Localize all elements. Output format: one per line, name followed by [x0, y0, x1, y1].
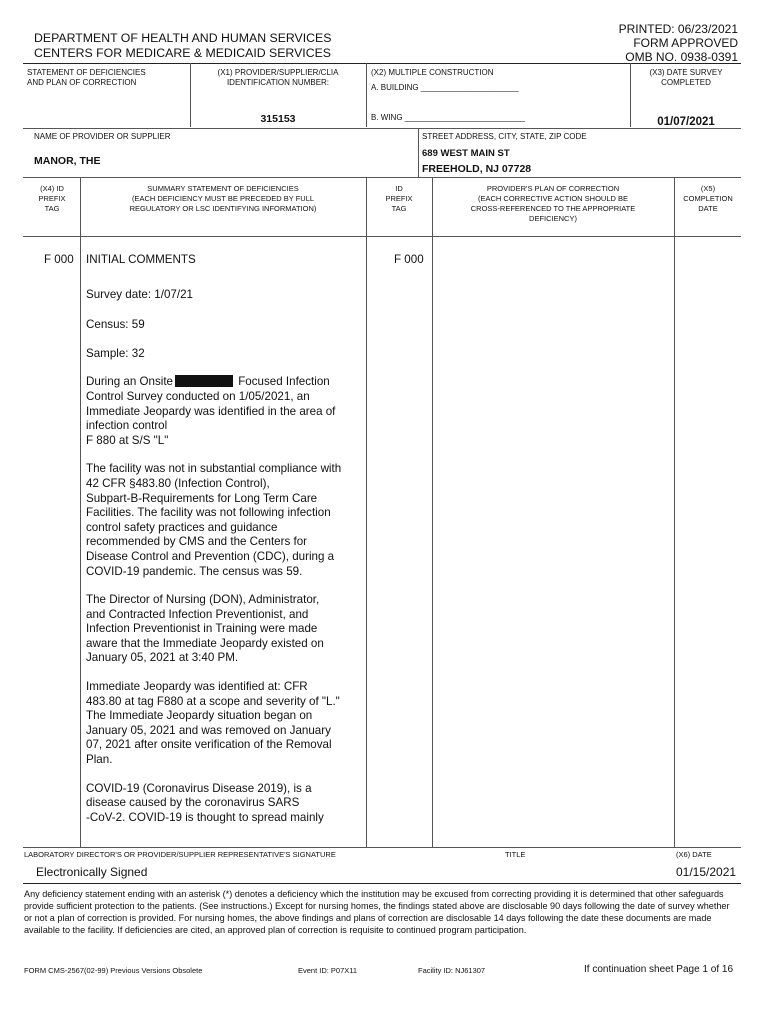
survey-completed-date: 01/07/2021	[657, 116, 715, 128]
building-field: A. BUILDING ______________________	[371, 83, 519, 92]
agency-title: CENTERS FOR MEDICARE & MEDICAID SERVICES	[34, 46, 331, 60]
address-label: STREET ADDRESS, CITY, STATE, ZIP CODE	[422, 132, 587, 141]
notification-paragraph: The Director of Nursing (DON), Administrator, and Contracted Infection Preventionist, and Infection Preventionist in Training were made aware that the Immediate Jeopardy existed on January 05, 2021 at 3:40 PM.	[86, 593, 324, 665]
disclaimer-text: Any deficiency statement ending with an asterisk (*) denotes a deficiency which the institution may be excused from correcting providing it is determined that other safeguards provide sufficient protection to the patients. (See instructions.) Except for nursing homes, the findings stated above are disclosable 90 days following the date of survey whether or not a plan of correction is provided. For nursing homes, the above findings and plans of correction are disclosable 14 days following the date these documents are made available to the facility. If deficiencies are cited, an approved plan of correction is requisite to continued program participation.	[24, 889, 730, 935]
provider-id-number: 315153	[260, 113, 296, 125]
summary-column-header: SUMMARY STATEMENT OF DEFICIENCIES (EACH DEFICIENCY MUST BE PRECEDED BY FULL REGULATORY OR LSC IDENTIFYING INFORMATION)	[129, 184, 317, 213]
signature-date: 01/15/2021	[676, 865, 737, 879]
form-approved: FORM APPROVED	[633, 36, 738, 50]
summary-body	[86, 253, 366, 839]
onsite-text-start: During an Onsite	[86, 375, 173, 389]
covid-paragraph: COVID-19 (Coronavirus Disease 2019), is a disease caused by the coronavirus SARS -CoV-2. COVID-19 is thought to spread mainly	[86, 781, 324, 824]
id-column-header: ID PREFIX TAG	[385, 184, 413, 213]
event-id: Event ID: P07X11	[298, 966, 358, 975]
x2-label: (X2) MULTIPLE CONSTRUCTION	[371, 68, 494, 77]
title-label: TITLE	[505, 850, 526, 859]
x5-column-header: (X5) COMPLETION DATE	[683, 184, 733, 213]
provider-name-label: NAME OF PROVIDER OR SUPPLIER	[34, 132, 171, 141]
plan-column-header: PROVIDER'S PLAN OF CORRECTION (EACH CORRECTIVE ACTION SHOULD BE CROSS-REFERENCED TO THE APPROPRIATE DEFICIENCY)	[470, 184, 636, 223]
right-prefix-tag: F 000	[394, 253, 424, 266]
x4-column-header: (X4) ID PREFIX TAG	[38, 184, 66, 213]
onsite-text-rest: Focused Infection Control Survey conducted on 1/05/2021, an Immediate Jeopardy was identified in the area of infection control F 880 at S/S "L"	[86, 375, 336, 447]
sample-text: Sample: 32	[86, 346, 145, 360]
redaction-block	[175, 375, 233, 387]
street-address: 689 WEST MAIN ST	[422, 148, 510, 159]
onsite-paragraph	[86, 375, 366, 448]
department-title: DEPARTMENT OF HEALTH AND HUMAN SERVICES	[34, 31, 332, 45]
page-indicator: If continuation sheet Page 1 of 16	[584, 964, 733, 975]
signature-label: LABORATORY DIRECTOR'S OR PROVIDER/SUPPLIER REPRESENTATIVE'S SIGNATURE	[24, 850, 336, 859]
provider-name: MANOR, THE	[34, 155, 101, 167]
omb-number: OMB NO. 0938-0391	[625, 50, 738, 64]
signature-date-label: (X6) DATE	[676, 850, 712, 859]
immediate-jeopardy-paragraph: Immediate Jeopardy was identified at: CFR 483.80 at tag F880 at a scope and severity of "L." The Immediate Jeopardy situation began on January 05, 2021 and was removed on January 07, 2021 after onsite verification of the Removal Plan.	[86, 680, 340, 767]
survey-date-text: Survey date: 1/07/21	[86, 287, 193, 301]
section-heading: INITIAL COMMENTS	[86, 253, 196, 266]
left-prefix-tag: F 000	[44, 253, 74, 266]
printed-date: PRINTED: 06/23/2021	[618, 22, 738, 36]
facility-id: Facility ID: NJ61307	[418, 966, 486, 975]
census-text: Census: 59	[86, 318, 145, 332]
statement-label: STATEMENT OF DEFICIENCIES AND PLAN OF CORRECTION	[27, 68, 146, 87]
electronic-signature: Electronically Signed	[36, 865, 148, 879]
x3-label: (X3) DATE SURVEY COMPLETED	[649, 68, 723, 87]
x1-label: (X1) PROVIDER/SUPPLIER/CLIA IDENTIFICATION NUMBER:	[217, 68, 339, 87]
compliance-paragraph: The facility was not in substantial compliance with 42 CFR §483.80 (Infection Control), Subpart-B-Requirements for Long Term Care Facilities. The facility was not following infection control safety practices and guidance recommended by CMS and the Centers for Disease Control and Prevention (CDC), during a COVID-19 pandemic. The census was 59.	[86, 462, 342, 578]
city-state-zip: FREEHOLD, NJ 07728	[422, 163, 532, 175]
wing-field: B. WING ___________________________	[371, 113, 525, 122]
form-number: FORM CMS-2567(02-99) Previous Versions Obsolete	[24, 966, 203, 975]
